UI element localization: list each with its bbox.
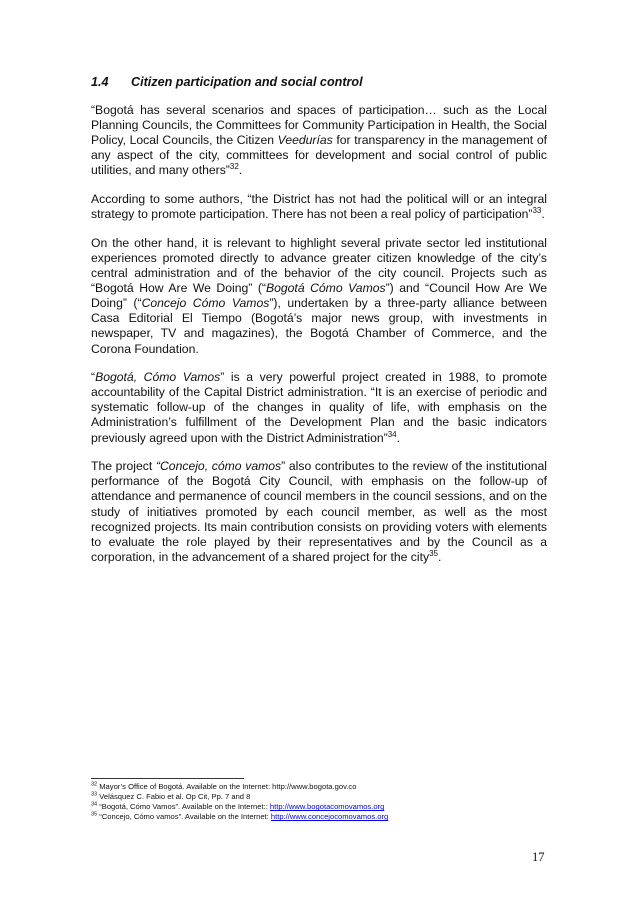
footnote-ref-32[interactable]: 32: [229, 162, 239, 172]
footnote-link-bogotacomovamos[interactable]: http://www.bogotacomovamos.org: [269, 802, 385, 812]
footnotes: [91, 782, 388, 822]
paragraph-1-italic: Veedurías: [277, 133, 333, 148]
footnote-number: 32: [91, 781, 98, 788]
footnote-ref-33[interactable]: 33: [532, 206, 542, 216]
paragraph-1-text-c: .: [238, 163, 243, 178]
paragraph-3-italic-1: Bogotá Cómo Vamos: [265, 281, 386, 296]
footnote-ref-34[interactable]: 34: [387, 429, 397, 439]
paragraph-3: [91, 236, 547, 357]
paragraph-4: [91, 370, 547, 445]
footnote-link-concejocomovamos[interactable]: http://www.concejocomovamos.org: [270, 812, 389, 822]
paragraph-2: [91, 192, 547, 222]
footnote-34: [91, 802, 388, 812]
paragraph-4-text-b: ” is a very powerful project created in 1988, to promote accountability of the Capital District administration. “It is an exercise of periodic and systematic follow-up of the changes in quality of life, with emphasis on the Administration’s fulfillment of the Development Plan and the basic indicators previously agreed upon with the District Administration”: [91, 370, 547, 445]
section-title: Citizen participation and social control: [131, 75, 363, 89]
footnote-number: 33: [91, 791, 98, 798]
footnote-33: [91, 792, 388, 802]
body-text: [91, 103, 547, 579]
paragraph-4-text-c: .: [396, 430, 400, 445]
paragraph-1: [91, 103, 547, 178]
paragraph-5-text-b: ” also contributes to the review of the institutional performance of the Bogotá City Council, with emphasis on the follow-up of attendance and permanence of council members in the council sessions, and on the study of initiatives promoted by each council member, as well as the most recognized projects. Its main contribution consists on providing voters with elements to evaluate the role played by their representatives and by the Council as a corporation, in the advancement of a shared project for the city: [91, 459, 547, 564]
paragraph-3-italic-2: Concejo Cómo Vamos: [141, 296, 270, 311]
footnote-divider: [91, 778, 244, 779]
paragraph-3-text-a: On the other hand, it is relevant to highlight several private sector led institutional experiences promoted directly to advance greater citizen knowledge of the city’s central administration and of the behavior of the city council. Projects such as “Bogotá How Are We Doing” (“: [91, 235, 547, 296]
paragraph-4-text-a: “: [91, 370, 96, 385]
page-number: 17: [532, 850, 545, 864]
footnote-35: [91, 812, 388, 822]
footnote-text: Velásquez C. Fabio et al. Op Cit, Pp. 7 and 8: [97, 792, 251, 802]
paragraph-3-text-c: ”), undertaken by a three-party alliance between Casa Editorial El Tiempo (Bogotá’s major news group, with investments in newspaper, TV and magazines), the Bogotá Chamber of Commerce, and the Corona Foundation.: [91, 296, 548, 356]
section-number: 1.4: [91, 75, 109, 89]
paragraph-5: [91, 459, 547, 565]
footnote-ref-35[interactable]: 35: [429, 548, 438, 558]
paragraph-3-text-b: ”) and “Council How Are We Doing” (“: [91, 281, 547, 311]
footnote-number: 35: [91, 811, 98, 818]
footnote-text: “Bogotá, Cómo Vamos”. Available on the Internet::: [97, 802, 270, 812]
footnote-32: [91, 782, 388, 792]
paragraph-4-italic: Bogotá, Cómo Vamos: [95, 370, 221, 385]
paragraph-2-text-c: .: [541, 207, 545, 222]
footnote-number: 34: [91, 801, 98, 808]
footnote-text: “Concejo, Cómo vamos”. Available on the Internet:: [97, 812, 271, 822]
paragraph-5-italic: “Concejo, cómo vamos: [155, 459, 282, 474]
paragraph-5-text-c: .: [437, 549, 442, 564]
paragraph-2-text-a: According to some authors, “the District has not had the political will or an integral strategy to promote participation. There has not been a real policy of participation”: [91, 192, 547, 222]
paragraph-1-text-b: for transparency in the management of any aspect of the city, committees for development and social control of public utilities, and many others”: [91, 133, 547, 178]
paragraph-5-text-a: The project: [91, 459, 156, 474]
section-heading: [91, 75, 363, 89]
footnote-text: Mayor’s Office of Bogotá. Available on the Internet: http://www.bogota.gov.co: [97, 782, 357, 791]
paragraph-1-text-a: “Bogotá has several scenarios and spaces of participation… such as the Local Planning Councils, the Committees for Community Participation in Health, the Social Policy, Local Councils, the Citizen: [91, 103, 547, 148]
